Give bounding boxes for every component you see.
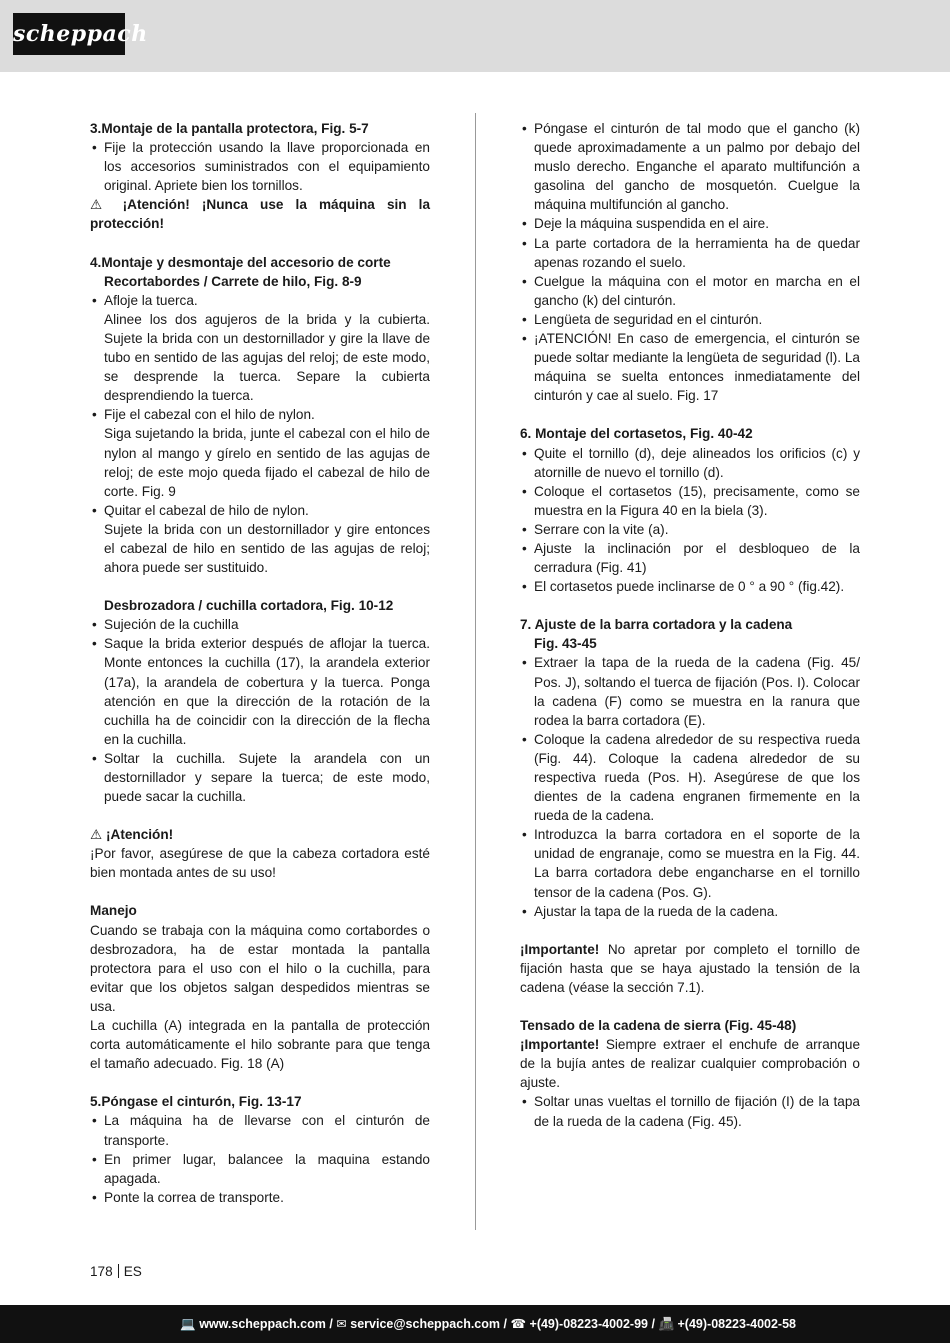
list-item: • Quitar el cabezal de hilo de nylon. Sujete la brida con un destornillador y gire entonces el cabezal de hilo en sentido de las agujas de reloj; ahora puede ser sustituido. [90, 501, 430, 577]
list-item: • Coloque la cadena alrededor de su respectiva rueda (Fig. 44). Coloque la cadena alrededor de su respectiva rueda (Pos. H). Asegúrese de que los dientes de la cadena engranen firmemente en la rueda de la cadena. [520, 730, 860, 825]
section-5-continued-list [520, 119, 860, 405]
list-item: • Extraer la tapa de la rueda de la cadena (Fig. 45/ Pos. J), soltando el tuerca de fijación (Pos. I). Colocar la cadena (F) como se muestra en la ranura que rodea la barra cortadora (E). [520, 653, 860, 729]
warning-icon: ⚠ [90, 827, 103, 843]
left-column [90, 119, 430, 1207]
page-number: 178 ES [90, 1264, 142, 1279]
list-item: • Soltar la cuchilla. Sujete la arandela con un destornillador y separe la tuerca; de este modo, puede sacar la cuchilla. [90, 749, 430, 806]
desbrozadora-list [90, 615, 430, 806]
list-item: • Lengüeta de seguridad en el cinturón. [520, 310, 860, 329]
scheppach-logo: scheppach [13, 13, 125, 55]
list-item: • Deje la máquina suspendida en el aire. [520, 214, 860, 233]
header-bar [0, 0, 950, 72]
list-item: • Coloque el cortasetos (15), precisamente, como se muestra en la Figura 40 en la biela (3). [520, 482, 860, 520]
section-6-list [520, 444, 860, 597]
section-7-list [520, 653, 860, 920]
phone-number: +(49)-08223-4002-99 / [529, 1317, 655, 1331]
list-item: • La máquina ha de llevarse con el cinturón de transporte. [90, 1111, 430, 1149]
list-item: • Sujeción de la cuchilla [90, 615, 430, 634]
warning-icon: ⚠ [90, 197, 111, 213]
language-code: ES [123, 1264, 142, 1279]
important-note: ¡Importante! No apretar por completo el tornillo de fijación hasta que se haya ajustado la tensión de la cadena (véase la sección 7.1). [520, 941, 860, 995]
mail-icon: ✉ [336, 1317, 347, 1331]
section-7-title: 7. Ajuste de la barra cortadora y la cadena [520, 617, 793, 633]
list-item: • Afloje la tuerca. Alinee los dos agujeros de la brida y la cubierta. Sujete la brida con un destornillador y gire la llave de tubo en sentido de las agujas del reloj; de este modo, se desprende la tuerca. Separe la cubierta desprendiendo la tuerca. [90, 291, 430, 406]
column-divider [475, 113, 476, 1230]
list-item: • Cuelgue la máquina con el motor en marcha en el gancho (k) del cinturón. [520, 272, 860, 310]
tensado-list [520, 1092, 860, 1130]
section-4-title: 4.Montaje y desmontaje del accesorio de corte [90, 254, 391, 270]
right-column [520, 119, 860, 1131]
list-item: • Introduzca la barra cortadora en el soporte de la unidad de engranaje, como se muestra en la Fig. 44. La barra cortadora debe engancharse en el tornillo tensor de la cadena (Pos. G). [520, 825, 860, 901]
list-item: • Fije la protección usando la llave proporcionada en los accesorios suministrados con el equipamiento original. Apriete bien los tornillos. [90, 138, 430, 195]
section-4-list [90, 291, 430, 577]
list-item: • Serrare con la vite (a). [520, 520, 860, 539]
manejo-paragraph: La cuchilla (A) integrada en la pantalla de protección corta automáticamente el hilo sobrante para que tenga el tamaño adecuado. Fig. 18 (A) [90, 1018, 430, 1072]
desbrozadora-title: Desbrozadora / cuchilla cortadora, Fig. 10-12 [104, 598, 394, 614]
computer-icon: 💻 [180, 1317, 196, 1331]
section-3-title: 3.Montaje de la pantalla protectora, Fig. 5-7 [90, 121, 369, 136]
list-item: • Ajustar la tapa de la rueda de la cadena. [520, 902, 860, 921]
list-item: • Fije el cabezal con el hilo de nylon. Siga sujetando la brida, junte el cabezal con el hilo de nylon al mango y gírelo en sentido de las agujas de reloj; de este mojo queda fijado el cabezal de hilo de corte. Fig. 9 [90, 405, 430, 500]
phone-icon: ☎ [510, 1317, 527, 1331]
tensado-title: Tensado de la cadena de sierra (Fig. 45-48) [520, 1018, 797, 1034]
section-5-title: 5.Póngase el cinturón, Fig. 13-17 [90, 1094, 302, 1110]
list-item: • Quite el tornillo (d), deje alineados los orificios (c) y atornille de nuevo el tornillo (d). [520, 444, 860, 482]
list-item: • ¡ATENCIÓN! En caso de emergencia, el cinturón se puede soltar mediante la lengüeta de seguridad (l). La máquina se suelta entonces inmediatamente del cinturón y cae al suelo. Fig. 17 [520, 329, 860, 405]
attention-text: ¡Por favor, asegúrese de que la cabeza cortadora esté bien montada antes de su uso! [90, 846, 430, 881]
website-link[interactable]: www.scheppach.com / [199, 1317, 333, 1331]
section-3-warning [90, 195, 430, 233]
section-4-subtitle: Recortabordes / Carrete de hilo, Fig. 8-9 [104, 273, 362, 289]
list-item: • Soltar unas vueltas el tornillo de fijación (I) de la tapa de la rueda de la cadena (Fig. 45). [520, 1092, 860, 1130]
list-item: • En primer lugar, balancee la maquina estando apagada. [90, 1150, 430, 1188]
list-item: • La parte cortadora de la herramienta ha de quedar apenas rozando el suelo. [520, 234, 860, 272]
fax-number: +(49)-08223-4002-58 [677, 1317, 796, 1331]
list-item: • Ajuste la inclinación por el desbloqueo de la cerradura (Fig. 41) [520, 539, 860, 577]
fax-icon: 📠 [658, 1317, 675, 1331]
section-3-list [90, 138, 430, 195]
section-5-list [90, 1111, 430, 1206]
section-7-subtitle: Fig. 43-45 [534, 636, 597, 652]
footer-bar [0, 1305, 950, 1343]
list-item: • El cortasetos puede inclinarse de 0 ° a 90 ° (fig.42). [520, 577, 860, 596]
email-link[interactable]: service@scheppach.com / [350, 1317, 507, 1331]
attention-heading: ⚠ ¡Atención! [90, 827, 174, 843]
list-item: • Ponte la correa de transporte. [90, 1188, 430, 1207]
manejo-title: Manejo [90, 903, 137, 919]
list-item: • Póngase el cinturón de tal modo que el gancho (k) quede aproximadamente a un palmo por debajo del muslo derecho. Enganche el aparato multifunción a gasolina del gancho de mosquetón. Cuelgue la máquina multifunción al gancho. [520, 119, 860, 214]
list-item: • Saque la brida exterior después de aflojar la tuerca. Monte entonces la cuchilla (17), la arandela exterior (17a), la arandela de cobertura y la tuerca. Ponga atención en que la dirección de la rotación de la cuchilla ha de coincidir con la dirección de la flecha en la cuchilla. [90, 634, 430, 749]
warning-text: ¡Atención! ¡Nunca use la máquina sin la protección! [90, 197, 431, 232]
important-note: ¡Importante! Siempre extraer el enchufe de arranque de la bujía antes de realizar cualquier comprobación o ajuste. [520, 1037, 860, 1091]
section-6-title: 6. Montaje del cortasetos, Fig. 40-42 [520, 426, 753, 442]
manejo-paragraph: Cuando se trabaja con la máquina como cortabordes o desbrozadora, ha de estar montada la pantalla protectora para el uso con el hilo o la cuchilla, para evitar que los objetos salgan despedidos mientras se usa. [90, 922, 430, 1014]
